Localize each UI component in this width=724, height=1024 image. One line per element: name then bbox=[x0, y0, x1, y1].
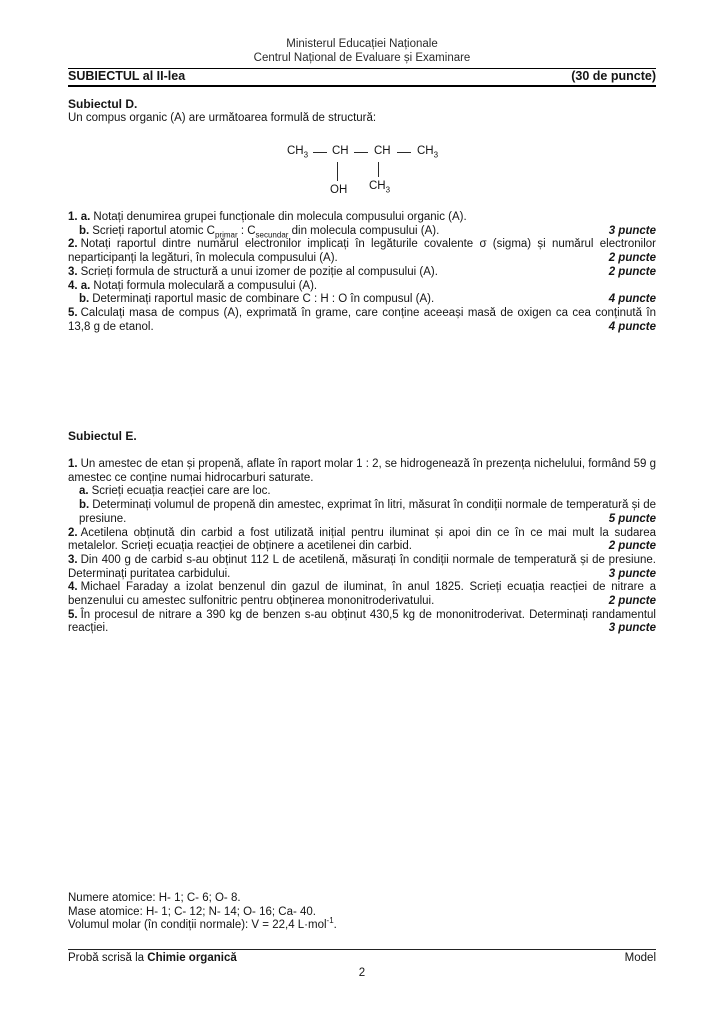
exam-subject-name: Chimie organică bbox=[147, 952, 237, 964]
points-badge: 2 puncte bbox=[605, 540, 656, 554]
points-badge: 4 puncte bbox=[605, 321, 656, 335]
section-d-items bbox=[68, 211, 656, 334]
subscript-secundar: secundar bbox=[255, 230, 289, 239]
subscript-primar: primar bbox=[214, 230, 238, 239]
question-number: 5. bbox=[68, 608, 78, 621]
bond-line-1 bbox=[313, 152, 327, 153]
question-number: a. bbox=[79, 485, 89, 498]
points-badge: 3 puncte bbox=[605, 568, 656, 582]
points-badge: 2 puncte bbox=[605, 252, 656, 266]
molar-volume-line: Volumul molar (în condiții normale): V = 22,4 L·mol$^{-1}$. bbox=[68, 916, 337, 932]
question-number: 1. a. bbox=[68, 211, 91, 223]
question-e1a: a. Scrieți ecuația reacției care are loc. bbox=[79, 485, 271, 498]
question-d3: 3. Scrieți formula de structură a unui izomer de poziție al compusului (A). 2 puncte bbox=[68, 265, 656, 278]
ministry-line-2: Centrul Național de Evaluare și Examinare bbox=[253, 51, 471, 64]
question-d4a: 4. a. Notați formula moleculară a compusului (A). bbox=[68, 279, 318, 292]
bond-line-vertical-2 bbox=[378, 162, 379, 177]
question-number: b. bbox=[79, 293, 90, 306]
footer-left: Probă scrisă la Chimie organică bbox=[68, 952, 237, 964]
question-number: 2. bbox=[68, 238, 78, 251]
question-number: 4. a. bbox=[68, 279, 91, 292]
formula-ch3-left: $CH_3$ bbox=[287, 145, 309, 160]
question-number: b. bbox=[79, 499, 90, 512]
atomic-masses-line: Mase atomice: H- 1; C- 12; N- 14; O- 16; Ca- 40. bbox=[68, 905, 316, 918]
points-badge: 4 puncte bbox=[605, 293, 656, 307]
question-e3: 3. Din 400 g de carbid s-au obținut 112 L de acetilenă, măsurați în condiții normale de temperatură și de presiune. Determinați puritatea carbidului. 3 puncte bbox=[68, 553, 656, 580]
formula-ch-2: CH bbox=[374, 145, 391, 157]
question-number: 5. bbox=[68, 306, 78, 319]
question-e1b: b. Determinați volumul de propenă din amestec, exprimat în litri, măsurat în condiții normale de temperatură și de presiune. 5 puncte bbox=[79, 499, 656, 525]
section-e-items bbox=[68, 458, 656, 636]
bond-line-3 bbox=[397, 152, 411, 153]
atomic-numbers-line: Numere atomice: H- 1; C- 6; O- 8. bbox=[68, 892, 241, 904]
question-number: b. bbox=[79, 224, 90, 237]
points-badge: 2 puncte bbox=[605, 595, 656, 609]
subject-bar bbox=[68, 68, 656, 87]
question-e2: 2. Acetilena obținută din carbid a fost utilizată inițial pentru iluminat și apoi din ce în ce mai mult la sudarea metalelor. Scrieți ecuația reacției de obținere a acetilenei din carbid. 2 puncte bbox=[68, 526, 656, 553]
question-e5: 5. În procesul de nitrare a 390 kg de benzen s-au obținut 430,5 kg de mononitroderivat. Determinați randamentul reacției. 3 puncte bbox=[68, 608, 656, 635]
formula-oh: OH bbox=[330, 184, 348, 196]
formula-ch3-right: $CH_3$ bbox=[417, 145, 439, 160]
question-d1a: 1. a. Notați denumirea grupei funcționale din molecula compusului organic (A). bbox=[68, 211, 467, 223]
page-number: 2 bbox=[358, 967, 366, 979]
formula-ch3-down: $CH_3$ bbox=[369, 180, 391, 195]
section-e-title: Subiectul E. bbox=[68, 429, 137, 443]
question-number: 2. bbox=[68, 526, 78, 539]
ministry-header bbox=[68, 38, 656, 65]
section-d-title: Subiectul D. bbox=[68, 97, 138, 111]
question-number: 3. bbox=[68, 553, 78, 566]
superscript-exponent: -1 bbox=[326, 916, 334, 926]
question-number: 3. bbox=[68, 265, 78, 278]
constants-block bbox=[68, 892, 656, 933]
points-badge: 3 puncte bbox=[605, 225, 656, 239]
question-d2: 2. Notați raportul dintre numărul electronilor implicați în legăturile covalente σ (sigma) și numărul electronilor neparticipanți la legături, în molecula compusului (A). 2 puncte bbox=[68, 238, 656, 265]
formula-ch-1: CH bbox=[332, 145, 349, 157]
subject-points: (30 de puncte) bbox=[571, 69, 656, 83]
question-d4b: b. Determinați raportul masic de combinare C : H : O în compusul (A). 4 puncte bbox=[79, 293, 656, 306]
section-d-intro: Un compus organic (A) are următoarea formulă de structură: bbox=[68, 111, 377, 124]
footer bbox=[68, 949, 656, 966]
ministry-line-1: Ministerul Educației Naționale bbox=[286, 38, 438, 50]
question-number: 4. bbox=[68, 581, 78, 594]
question-e1: 1. Un amestec de etan și propenă, aflate în raport molar 1 : 2, se hidrogenează în prezența nichelului, formând 59 g amestec ce conține numai hidrocarburi saturate. bbox=[68, 458, 656, 484]
question-number: 1. bbox=[68, 458, 78, 470]
bond-line-vertical-1 bbox=[337, 162, 338, 181]
points-badge: 2 puncte bbox=[605, 266, 656, 280]
question-d1b: b. Scrieți raportul atomic $C_{primar}$ : $C_{secundar}$ din molecula compusului (A). 3 puncte bbox=[79, 224, 656, 239]
subject-title: SUBIECTUL al II-lea bbox=[68, 69, 186, 83]
bond-line-2 bbox=[354, 152, 368, 153]
footer-right: Model bbox=[624, 952, 656, 964]
points-badge: 3 puncte bbox=[605, 622, 656, 636]
section-d-header bbox=[68, 98, 656, 125]
chemical-structure-diagram bbox=[287, 145, 452, 200]
question-e4: 4. Michael Faraday a izolat benzenul din gazul de iluminat, în anul 1825. Scrieți ecuația reacției de nitrare a benzenului cu amestec sulfonitric pentru obținerea mononitroderivatului. 2 puncte bbox=[68, 581, 656, 608]
question-d5: 5. Calculați masa de compus (A), exprimată în grame, care conține aceeași masă de oxigen ca cea conținută în 13,8 g de etanol. 4 puncte bbox=[68, 306, 656, 333]
points-badge: 5 puncte bbox=[605, 513, 656, 527]
